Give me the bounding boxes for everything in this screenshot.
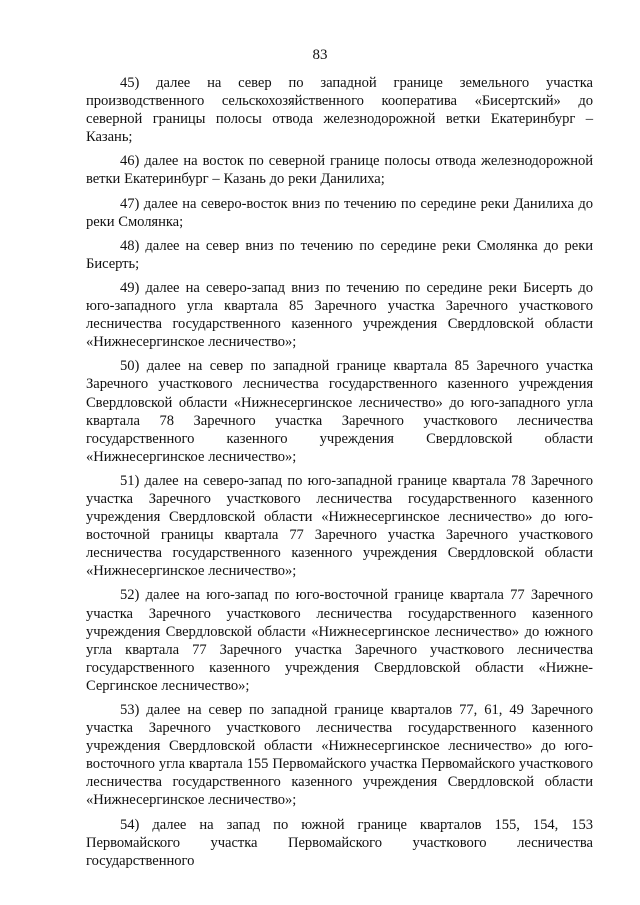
paragraph-48: 48) далее на север вниз по течению по середине реки Смолянка до реки Бисерть; [86, 237, 593, 272]
document-body [86, 74, 593, 876]
paragraph-54: 54) далее на запад по южной границе кварталов 155, 154, 153 Первомайского участка Первомайского участкового лесничества государственного [86, 816, 593, 869]
paragraph-52: 52) далее на юго-запад по юго-восточной границе квартала 77 Заречного участка Заречного участкового лесничества государственного казенного учреждения Свердловской области «Нижнесергинское лесничество» до южного угла квартала 77 Заречного участка Заречного участкового лесничества государственного казенного учреждения Свердловской области «Нижне-Сергинское лесничество»; [86, 587, 593, 694]
paragraph-49: 49) далее на северо-запад вниз по течению по середине реки Бисерть до юго-западного угла квартала 85 Заречного участка Заречного участкового лесничества государственного казенного учреждения Свердловской области «Нижнесергинское лесничество»; [86, 279, 593, 351]
paragraph-50: 50) далее на север по западной границе квартала 85 Заречного участка Заречного участкового лесничества государственного казенного учреждения Свердловской области «Нижнесергинское лесничество» до юго-западного угла квартала 78 Заречного участка Заречного участкового лесничества государственного казенного учреждения Свердловской области «Нижнесергинское лесничество»; [86, 358, 593, 465]
paragraph-51: 51) далее на северо-запад по юго-западной границе квартала 78 Заречного участка Заречного участкового лесничества государственного казенного учреждения Свердловской области «Нижнесергинское лесничество» до юго-восточной границы квартала 77 Заречного участка Заречного участкового лесничества государственного казенного учреждения Свердловской области «Нижнесергинское лесничество»; [86, 472, 593, 580]
page-number: 83 [312, 47, 328, 63]
paragraph-46: 46) далее на восток по северной границе полосы отвода железнодорожной ветки Екатеринбург – Казань до реки Данилиха; [86, 153, 593, 188]
paragraph-53: 53) далее на север по западной границе кварталов 77, 61, 49 Заречного участка Заречного участкового лесничества государственного казенного учреждения Свердловской области «Нижнесергинское лесничество» до юго-восточного угла квартала 155 Первомайского участка Первомайского участкового лесничества государственного казенного учреждения Свердловской области «Нижнесергинское лесничество»; [86, 702, 593, 809]
paragraph-47: 47) далее на северо-восток вниз по течению по середине реки Данилиха до реки Смолянка; [86, 195, 593, 230]
paragraph-45: 45) далее на север по западной границе земельного участка производственного сельскохозяйственного кооператива «Бисертский» до северной границы полосы отвода железнодорожной ветки Екатеринбург – Казань; [86, 75, 593, 146]
